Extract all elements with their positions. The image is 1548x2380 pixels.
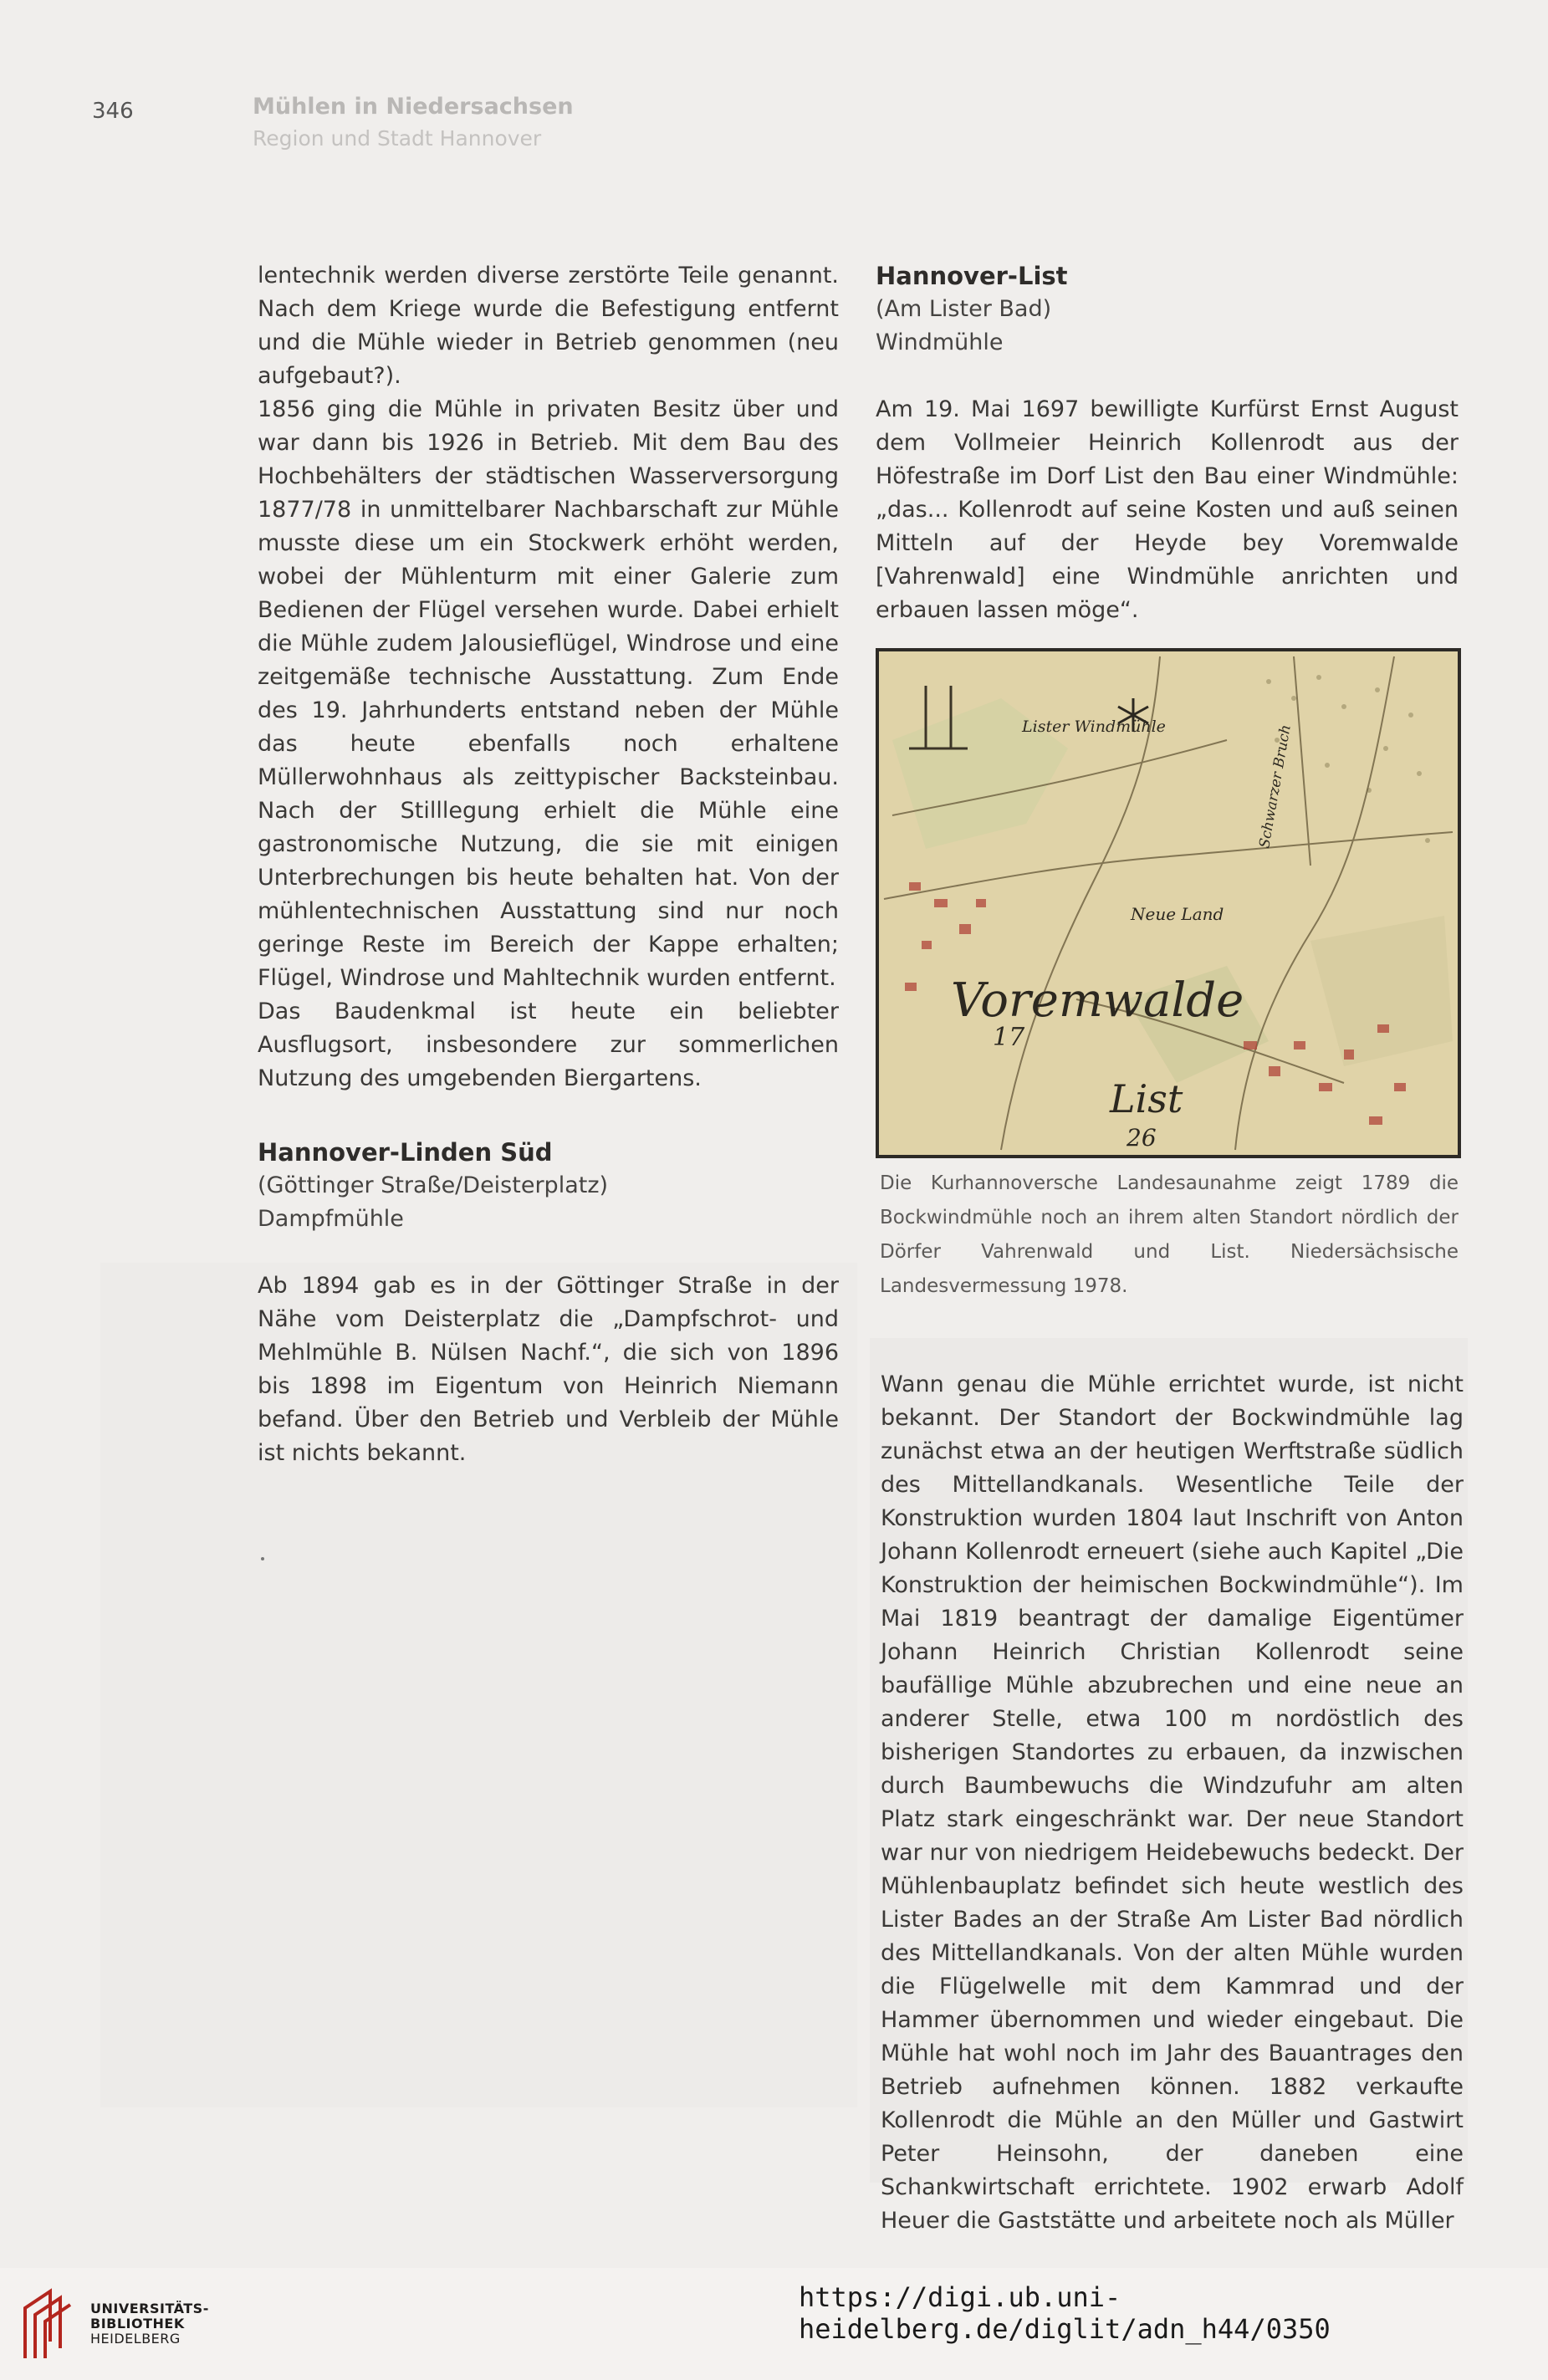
section-location: (Göttinger Straße/Deisterplatz)	[258, 1172, 609, 1198]
running-head	[253, 94, 574, 151]
paragraph: Das Baudenkmal ist heute ein beliebter Ausflugsort, insbesondere zur sommerlichen Nutzung des umgebenden Biergartens.	[258, 998, 839, 1091]
source-url-link[interactable]: https://digi.ub.uni-heidelberg.de/diglit/adn_h44/0350	[799, 2281, 1331, 2345]
paragraph: Am 19. Mai 1697 bewilligte Kurfürst Ernst August dem Vollmeier Heinrich Kollenrodt aus der Höfestraße im Dorf List den Bau einer Windmühle: „das... Kollenrodt auf seine Kosten und auß seinen Mitteln auf der Heyde bey Voremwalde [Vahrenwald] eine Windmühle anrichten und erbauen lassen möge“.	[876, 396, 1459, 623]
institution-name	[90, 2301, 209, 2347]
institution-line: BIBLIOTHEK	[90, 2316, 185, 2331]
map-label-mill: Lister Windmühle	[1022, 718, 1166, 736]
institution-line: UNIVERSITÄTS-	[90, 2301, 209, 2316]
book-subtitle: Region und Stadt Hannover	[253, 126, 542, 151]
page-number: 346	[92, 99, 134, 124]
section-heading: Hannover-Linden Süd	[258, 1138, 553, 1167]
paragraph: 1856 ging die Mühle in privaten Besitz über und war dann bis 1926 in Betrieb. Mit dem Bau des Hochbehälters der städtischen Wasserversorgung 1877/78 in unmittelbarer Nachbarschaft zur Mühle musste diese um ein Stockwerk erhöht werden, wobei der Mühlenturm mit einer Galerie zum Bedienen der Flügel versehen wurde. Dabei erhielt die Mühle zudem Jalousieflügel, Windrose und eine zeitgemäße technische Ausstattung. Zum Ende des 19. Jahrhunderts entstand neben der Mühle das heute ebenfalls noch erhaltene Müllerwohnhaus als zeittypischer Backsteinbau. Nach der Stilllegung erhielt die Mühle eine gastronomische Nutzung, die sie mit einigen Unterbrechungen bis heute behalten hat. Von der mühlentechnischen Ausstattung sind nur noch geringe Reste im Bereich der Kappe erhalten; Flügel, Windrose und Mahltechnik wurden entfernt.	[258, 396, 839, 991]
historic-map-image	[876, 648, 1461, 1158]
map-label-schwarzer-bruch: Schwarzer Bruch	[1256, 723, 1295, 850]
map-label-list: List	[1110, 1076, 1183, 1121]
map-label-26: 26	[1127, 1124, 1157, 1152]
paragraph: Ab 1894 gab es in der Göttinger Straße in der Nähe vom Deisterplatz die „Dampfschrot- und Mehlmühle B. Nülsen Nachf.“, die sich von 1896 bis 1898 im Eigentum von Heinrich Niemann befand. Über den Betrieb und Verbleib der Mühle ist nichts bekannt.	[258, 1273, 839, 1466]
left-column	[258, 259, 839, 1096]
map-caption: Die Kurhannoversche Landesaunahme zeigt 1789 die Bockwindmühle noch an ihrem alten Standort nördlich der Dörfer Vahrenwald und List. Niedersächsische Landesvermessung 1978.	[880, 1172, 1459, 1297]
section-hannover-list	[876, 259, 1459, 627]
map-label-17: 17	[993, 1023, 1025, 1052]
institution-line: HEIDELBERG	[90, 2331, 181, 2347]
paragraph: lentechnik werden diverse zerstörte Teile genannt. Nach dem Kriege wurde die Befestigung entfernt und die Mühle wieder in Betrieb genommen (neu aufgebaut?).	[258, 263, 839, 389]
right-column-continued	[881, 1368, 1464, 2238]
section-heading: Hannover-List	[876, 262, 1068, 290]
section-mill-type: Windmühle	[876, 329, 1004, 355]
map-label-voremwalde: Voremwalde	[951, 973, 1244, 1028]
map-label-neuland: Neue Land	[1131, 904, 1224, 924]
paragraph: Wann genau die Mühle errichtet wurde, ist nicht bekannt. Der Standort der Bockwindmühle lag zunächst etwa an der heutigen Werftstraße südlich des Mittellandkanals. Wesentliche Teile der Konstruktion wurden 1804 laut Inschrift von Anton Johann Kollenrodt erneuert (siehe auch Kapitel „Die Konstruktion der heimischen Bockwindmühle“). Im Mai 1819 beantragt der damalige Eigentümer Johann Heinrich Christian Kollenrodt seine baufällige Mühle abzubrechen und eine neue an anderer Stelle, etwa 100 m nordöstlich des bisherigen Standortes zu erbauen, da inzwischen durch Baumbewuchs die Windzufuhr am alten Platz stark eingeschränkt war. Der neue Standort war nur von niedrigem Heidebewuchs bedeckt. Der Mühlenbauplatz befindet sich heute westlich des Lister Bades an der Straße Am Lister Bad nördlich des Mittellandkanals. Von der alten Mühle wurden die Flügelwelle mit dem Kammrad und der Hammer übernommen und wieder eingebaut. Die Mühle hat wohl noch im Jahr des Bauantrages den Betrieb aufnehmen können. 1882 verkaufte Kollenrodt die Mühle an den Müller und Gastwirt Peter Heinsohn, der daneben eine Schankwirtschaft errichtete. 1902 erwarb Adolf Heuer die Gaststätte und arbeitete noch als Müller	[881, 1371, 1464, 2234]
book-title: Mühlen in Niedersachsen	[253, 94, 574, 120]
section-location: (Am Lister Bad)	[876, 296, 1052, 322]
section-mill-type: Dampfmühle	[258, 1206, 404, 1232]
stray-dot	[261, 1557, 264, 1560]
section-linden-sued	[258, 1136, 839, 1470]
university-library-logo-icon	[17, 2283, 84, 2367]
